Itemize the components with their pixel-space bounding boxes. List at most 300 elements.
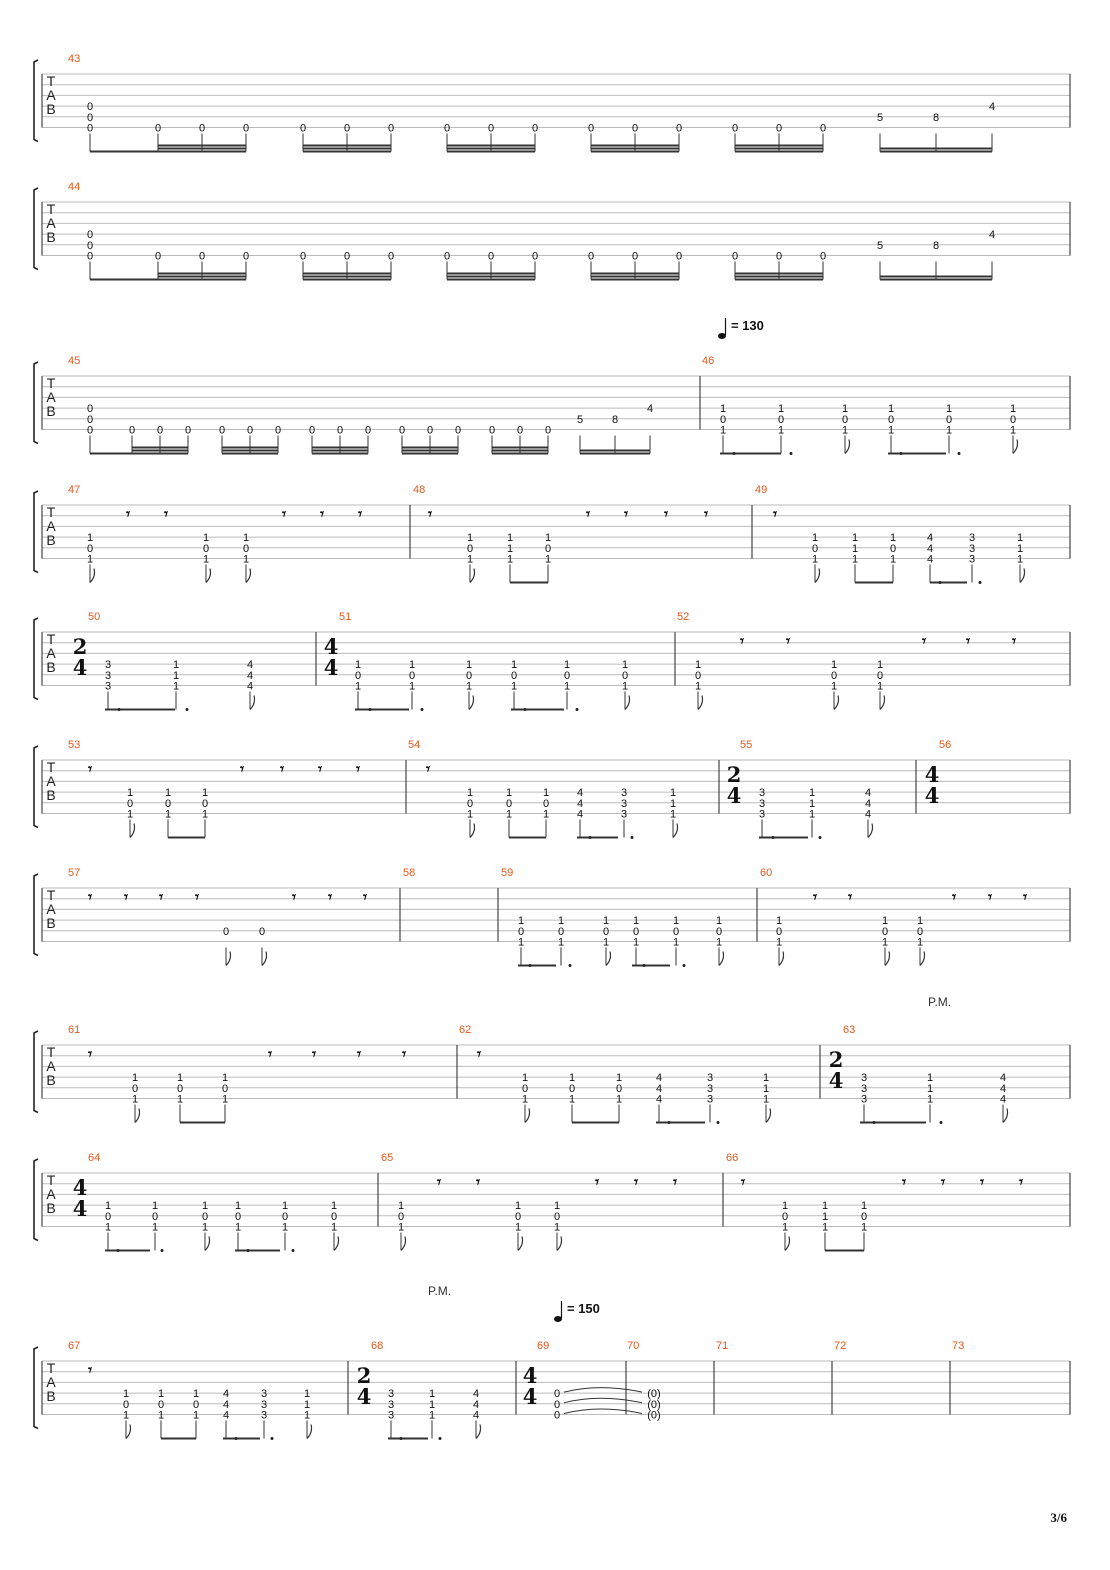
dot [940,1121,943,1124]
fret-number: 1 [841,403,849,416]
fret-number: 0 [568,1082,576,1095]
fret-number: 1 [517,915,525,928]
fret-number: 1 [354,680,362,693]
tab-clef-letter: B [46,1200,56,1216]
fret-number: 3 [968,553,976,566]
note-flag [698,696,703,710]
fret-number: 1 [465,680,473,693]
fret-number: 1 [201,1221,209,1234]
note-flag [401,1237,406,1251]
fret-number: 3 [260,1398,268,1411]
fret-number: 1 [506,532,514,545]
eighth-rest: 𝄾 [952,888,956,906]
measure-number: 61 [68,1024,81,1036]
time-signature-bottom: 4 [356,1384,372,1409]
fret-number: 1 [172,669,180,682]
note-flag [250,696,255,710]
fret-number: 4 [222,1409,230,1422]
fret-number: 1 [221,1093,229,1106]
quarter-note-icon [554,1316,562,1322]
fret-number: 1 [303,1409,311,1422]
fret-number: 0 [544,542,552,555]
quarter-note-icon [718,333,726,339]
fret-number: 1 [851,553,859,566]
fret-number: 1 [615,1093,623,1106]
fret-number: 1 [672,915,680,928]
dot [235,1437,238,1440]
system-7 [34,867,1070,967]
tab-clef-letter: A [46,1058,56,1074]
eighth-rest: 𝄾 [740,632,744,650]
dot [569,964,572,967]
fret-number: 1 [926,1093,934,1106]
note-flag [130,824,135,838]
measure-number: 60 [760,867,773,879]
dot [400,1437,403,1440]
dot [369,708,372,711]
dot [589,836,592,839]
fret-number: 0 [514,1210,522,1223]
fret-number: 0 [164,797,172,810]
fret-number: 0 [672,925,680,938]
fret-number: 1 [557,915,565,928]
measure-number: 47 [68,484,81,496]
system-4 [34,484,1070,584]
eighth-rest: 𝄾 [328,888,332,906]
note-flag [518,1237,523,1251]
fret-number: 1 [172,680,180,693]
fret-number: 4 [576,808,584,821]
fret-number: 1 [602,915,610,928]
fret-number: 1 [808,808,816,821]
fret-number: 0 [398,424,406,437]
fret-number: 4 [222,1388,230,1401]
fret-number: 4 [926,532,934,545]
fret-number: 0 [621,669,629,682]
time-signature-top: 2 [828,1047,844,1072]
dot [292,1249,295,1252]
fret-number: 0 [465,669,473,682]
fret-number: 1 [563,680,571,693]
fret-number: 0 [521,1082,529,1095]
fret-number: 0 [387,122,395,135]
eighth-rest: 𝄾 [664,505,668,523]
fret-number: 5 [876,111,884,124]
note-flag [868,824,873,838]
dot [772,836,775,839]
tab-clef-letter: T [46,1172,56,1188]
eighth-rest: 𝄾 [357,1045,361,1063]
dot [683,964,686,967]
fret-number: 4 [576,787,584,800]
fret-number: 1 [465,659,473,672]
fret-number: 1 [781,1221,789,1234]
fret-number: 4 [988,229,996,242]
measure-number: 57 [68,867,81,879]
fret-number: 0 [889,542,897,555]
fret-number: 1 [126,808,134,821]
measure-number: 67 [68,1340,81,1352]
fret-number: 0 [86,122,94,135]
system-bracket [34,188,38,270]
fret-number: 0 [454,424,462,437]
fret-number: 1 [466,808,474,821]
fret-number: 1 [851,542,859,555]
fret-number: 1 [808,797,816,810]
fret-number: 1 [354,659,362,672]
fret-number: 1 [202,532,210,545]
fret-number: 8 [932,111,940,124]
fret-number: 0 [775,925,783,938]
fret-number: 0 [86,101,94,114]
fret-number: 1 [672,936,680,949]
tempo-marking: = 130 [731,318,764,333]
fret-number: 0 [299,250,307,263]
fret-number: 1 [151,1221,159,1234]
dot [939,581,942,584]
measure-number: 71 [716,1340,729,1352]
fret-number: 3 [620,797,628,810]
tab-clef-letter: T [46,887,56,903]
system-bracket [34,491,38,573]
fret-number: 1 [234,1221,242,1234]
fret-number: 8 [611,413,619,426]
note-flag [920,952,925,966]
dot [790,452,793,455]
time-signature-top: 4 [522,1363,538,1388]
note-flag [880,696,885,710]
fret-number: 1 [408,659,416,672]
system-bracket [34,618,38,700]
page-number: 3/6 [1050,1510,1067,1525]
fret-number: 1 [841,424,849,437]
fret-number: 0 [242,250,250,263]
measure-number: 50 [88,611,101,623]
fret-number: 0 [487,122,495,135]
fret-number: 4 [926,542,934,555]
tab-clef-letter: B [46,229,56,245]
fret-number: 0 [830,669,838,682]
system-bracket [34,874,38,956]
fret-number: 1 [517,936,525,949]
fret-number: 1 [808,787,816,800]
fret-number: 0 [811,542,819,555]
fret-number: 8 [932,239,940,252]
fret-number: 0 [86,413,94,426]
fret-number: 0 [542,797,550,810]
note-flag [834,696,839,710]
fret-number: 1 [568,1093,576,1106]
fret-number: 0 [198,250,206,263]
tab-clef-letter: B [46,1072,56,1088]
fret-number: 0 [86,250,94,263]
fret-number: 3 [387,1409,395,1422]
fret-number: 1 [157,1388,165,1401]
fret-number: 0 [544,424,552,437]
fret-number: 1 [428,1398,436,1411]
dot [900,452,903,455]
fret-number: 1 [887,424,895,437]
fret-number: 0 [154,122,162,135]
fret-number: 4 [655,1082,663,1095]
fret-number: 3 [620,808,628,821]
tab-clef-letter: A [46,901,56,917]
fret-number: 1 [544,553,552,566]
fret-number: 1 [916,915,924,928]
eighth-rest: 𝄾 [437,1173,441,1191]
fret-number: 1 [1016,532,1024,545]
fret-number: 1 [762,1072,770,1085]
fret-number: 3 [104,669,112,682]
eighth-rest: 𝄾 [428,505,432,523]
fret-number: 0 [553,1210,561,1223]
time-signature-bottom: 4 [72,1196,88,1221]
note-flag [885,952,890,966]
eighth-rest: 𝄾 [988,888,992,906]
fret-number: 0 [553,1409,561,1422]
fret-number: 0 [86,403,94,416]
dot [873,1121,876,1124]
fret-number: 3 [387,1388,395,1401]
fret-number: 1 [172,659,180,672]
tempo-marking: = 150 [567,1301,600,1316]
fret-number: 1 [557,936,565,949]
fret-number: 0 [553,1388,561,1401]
note-flag [476,1425,481,1439]
fret-number: 0 [364,424,372,437]
fret-number: 3 [620,787,628,800]
note-flag [334,1237,339,1251]
fret-number: 0 [86,424,94,437]
fret-number: 1 [303,1398,311,1411]
fret-number: 5 [576,413,584,426]
fret-number: 0 [557,925,565,938]
fret-number: 1 [151,1200,159,1213]
fret-number: 4 [864,797,872,810]
fret-number: 0 [234,1210,242,1223]
fret-number: 4 [864,808,872,821]
dot [524,708,527,711]
fret-number: (0) [647,1388,661,1401]
dot [717,1121,720,1124]
dot [247,1249,250,1252]
fret-number: 4 [246,659,254,672]
fret-number: 0 [487,250,495,263]
fret-number: 0 [819,122,827,135]
dot [958,452,961,455]
note-flag [606,952,611,966]
fret-number: 1 [781,1200,789,1213]
eighth-rest: 𝄾 [282,505,286,523]
fret-number: 1 [505,808,513,821]
measure-number: 69 [537,1340,550,1352]
system-1 [34,53,1070,152]
fret-number: 0 [531,250,539,263]
fret-number: 1 [851,532,859,545]
eighth-rest: 𝄾 [240,760,244,778]
fret-number: 1 [221,1072,229,1085]
fret-number: 0 [715,925,723,938]
dot [118,708,121,711]
fret-number: 3 [706,1093,714,1106]
fret-number: 1 [510,680,518,693]
fret-number: 1 [506,542,514,555]
tab-clef-letter: B [46,532,56,548]
fret-number: 1 [916,936,924,949]
fret-number: 5 [876,239,884,252]
fret-number: 0 [876,669,884,682]
fret-number: 3 [860,1082,868,1095]
fret-number: 1 [521,1093,529,1106]
fret-number: 0 [354,669,362,682]
fret-number: 0 [553,1398,561,1411]
fret-number: 0 [128,424,136,437]
fret-number: 1 [514,1200,522,1213]
palm-mute-annotation: P.M. [428,1284,452,1298]
note-flag [307,1425,312,1439]
note-flag [262,952,267,966]
fret-number: 0 [408,669,416,682]
fret-number: 4 [646,403,654,416]
measure-number: 48 [413,484,426,496]
eighth-rest: 𝄾 [980,1173,984,1191]
eighth-rest: 𝄾 [318,760,322,778]
system-3 [34,318,1070,455]
fret-number: 1 [945,403,953,416]
eighth-rest: 𝄾 [1023,888,1027,906]
note-flag [226,952,231,966]
fret-number: 1 [621,680,629,693]
system-10 [34,1284,1070,1440]
note-flag [766,1109,771,1123]
fret-number: 1 [719,403,727,416]
note-flag [557,1237,562,1251]
fret-number: 4 [472,1409,480,1422]
fret-number: 1 [876,659,884,672]
fret-number: 0 [202,542,210,555]
fret-number: 1 [945,424,953,437]
note-flag [785,1237,790,1251]
fret-number: 1 [131,1072,139,1085]
eighth-rest: 𝄾 [941,1173,945,1191]
measure-number: 63 [843,1024,856,1036]
fret-number: 1 [86,553,94,566]
fret-number: 0 [242,542,250,555]
fret-number: 4 [926,553,934,566]
fret-number: 0 [86,239,94,252]
tab-clef-letter: T [46,504,56,520]
time-signature-bottom: 4 [924,783,940,808]
fret-number: 0 [201,797,209,810]
fret-number: 0 [246,424,254,437]
fret-number: 3 [706,1082,714,1095]
fret-number: 0 [157,1398,165,1411]
fret-number: 0 [1009,413,1017,426]
fret-number: 1 [669,808,677,821]
fret-number: 1 [126,787,134,800]
fret-number: 0 [719,413,727,426]
fret-number: 0 [819,250,827,263]
time-signature-bottom: 4 [522,1384,538,1409]
dot [631,836,634,839]
fret-number: 0 [192,1398,200,1411]
fret-number: 1 [830,659,838,672]
dot [421,708,424,711]
fret-number: 1 [1016,553,1024,566]
eighth-rest: 𝄾 [966,632,970,650]
tie-arc [564,1388,642,1393]
fret-number: 1 [234,1200,242,1213]
fret-number: 0 [731,122,739,135]
fret-number: 1 [553,1200,561,1213]
measure-number: 43 [68,53,81,65]
fret-number: 0 [466,797,474,810]
fret-number: 0 [860,1210,868,1223]
fret-number: 1 [719,424,727,437]
eighth-rest: 𝄾 [1019,1173,1023,1191]
system-9 [34,1152,1070,1252]
tab-clef-letter: T [46,1360,56,1376]
eighth-rest: 𝄾 [159,888,163,906]
fret-number: 0 [299,122,307,135]
eighth-rest: 𝄾 [741,1173,745,1191]
fret-number: 1 [506,553,514,566]
dot [529,964,532,967]
fret-number: 1 [777,424,785,437]
fret-number: 0 [505,797,513,810]
fret-number: 0 [336,424,344,437]
dot [819,836,822,839]
fret-number: 3 [860,1072,868,1085]
fret-number: 1 [122,1388,130,1401]
fret-number: 4 [999,1093,1007,1106]
fret-number: 4 [655,1093,663,1106]
fret-number: 4 [655,1072,663,1085]
fret-number: 0 [781,1210,789,1223]
fret-number: 0 [587,122,595,135]
fret-number: 3 [758,787,766,800]
fret-number: 1 [821,1200,829,1213]
fret-number: 1 [176,1072,184,1085]
eighth-rest: 𝄾 [922,632,926,650]
system-6 [34,739,1070,839]
note-flag [525,1109,530,1123]
note-flag [1013,440,1018,454]
fret-number: 0 [631,122,639,135]
dot [576,708,579,711]
fret-number: 0 [775,122,783,135]
fret-number: 0 [151,1210,159,1223]
eighth-rest: 𝄾 [280,760,284,778]
tab-clef-letter: A [46,215,56,231]
fret-number: 1 [192,1388,200,1401]
fret-number: 0 [881,925,889,938]
fret-number: 1 [542,808,550,821]
fret-number: 0 [531,122,539,135]
fret-number: 1 [632,915,640,928]
eighth-rest: 𝄾 [773,505,777,523]
fret-number: 1 [881,915,889,928]
dot [979,581,982,584]
note-flag [845,440,850,454]
fret-number: 0 [156,424,164,437]
fret-number: 1 [303,1388,311,1401]
fret-number: 1 [281,1200,289,1213]
fret-number: 1 [860,1200,868,1213]
fret-number: 0 [242,122,250,135]
tab-clef-letter: B [46,1388,56,1404]
fret-number: 0 [221,1082,229,1095]
